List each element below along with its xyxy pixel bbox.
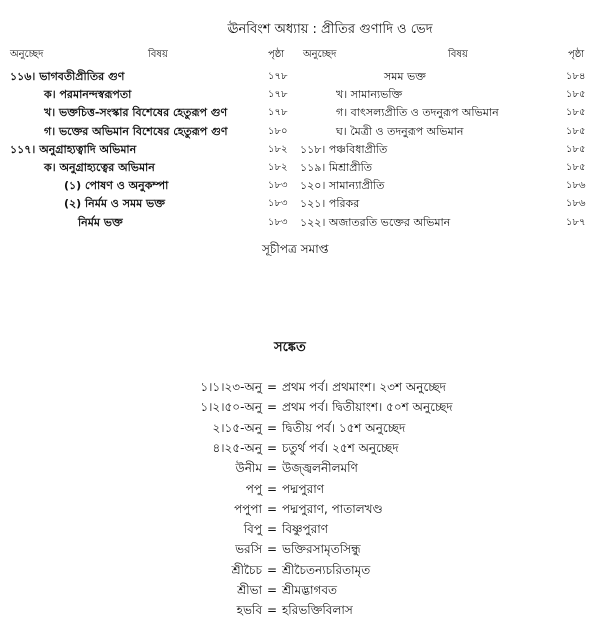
abbreviation-value: হরিভক্তিবিলাস <box>282 603 353 618</box>
abbreviation-value: পদ্মপুরাণ, পাতালখণ্ড <box>282 501 383 516</box>
toc-entry: ক। পরমানন্দস্বরূপতা <box>44 88 132 102</box>
abbreviation-key: ভরসি <box>235 542 262 557</box>
toc-page-number: ১৮৫ <box>566 107 586 119</box>
abbreviation-key: পপুপা <box>234 501 262 516</box>
equals-sign: = <box>267 501 278 516</box>
equals-sign: = <box>267 380 278 394</box>
toc-page-number: ১৮৫ <box>566 125 586 137</box>
toc-entry: খ। ভক্তচিত্ত-সংস্কার বিশেষের হেতুরূপ গুণ <box>44 106 228 120</box>
abbreviation-row <box>0 418 600 438</box>
toc-entry: ঘ। মৈত্রী ও তদনুরূপ অভিমান <box>336 124 464 138</box>
toc-page-number: ১৮৩ <box>268 216 288 228</box>
equals-sign: = <box>267 440 278 455</box>
abbreviation-key: ১।১।২৩-অনু <box>200 380 262 394</box>
toc-page-number: ১৮৫ <box>566 143 586 155</box>
abbreviation-key: ৪।২৫-অনু <box>212 440 262 455</box>
abbreviation-value: শ্রীমদ্ভাগবত <box>282 583 338 597</box>
chapter-title: ঊনবিংশ অধ্যায় : প্রীতির গুণাদি ও ভেদ <box>227 22 433 37</box>
equals-sign: = <box>267 522 278 537</box>
toc-entry: (২) নির্মম ও সমম ভক্ত <box>64 197 165 211</box>
abbreviation-value: উজ্জ্বলনীলমণি <box>282 461 358 476</box>
abbreviation-key: বিপু <box>243 522 262 537</box>
toc-page-number: ১৮৭ <box>566 216 586 228</box>
toc-page-number: ১৭৮ <box>268 71 288 82</box>
toc-page-number: ১৮৩ <box>268 198 288 210</box>
toc-page-number: ১৭৮ <box>268 107 288 119</box>
toc-page-number: ১৮৬ <box>566 198 586 210</box>
abbreviation-key: ১।২।৫০-অনু <box>200 400 262 415</box>
toc-entry: গ। বাৎসল্যপ্রীতি ও তদনুরূপ অভিমান <box>336 106 499 120</box>
equals-sign: = <box>267 603 278 618</box>
equals-sign: = <box>267 562 278 577</box>
equals-sign: = <box>267 583 278 597</box>
toc-entry: ক। অনুগ্রাহ্যত্বের অভিমান <box>44 161 155 174</box>
abbreviation-row <box>0 560 600 580</box>
toc-page-number: ১৮৩ <box>268 180 288 192</box>
left-header-page: পৃষ্ঠা <box>268 49 285 60</box>
toc-entry: ১১৬। ভাগবতীপ্রীতির গুণ <box>10 70 125 83</box>
toc-page-number: ১৮৫ <box>566 89 586 101</box>
abbreviation-row <box>0 539 600 559</box>
abbreviation-value: শ্রীচৈতন্যচরিতামৃত <box>282 562 371 577</box>
toc-page-number: ১৮৫ <box>566 162 586 173</box>
symbols-title: সঙ্কেত <box>274 340 306 355</box>
abbreviation-row <box>0 600 600 620</box>
abbreviation-key: শ্রীভা <box>237 583 262 597</box>
left-header-para: অনুচ্ছেদ <box>10 49 44 60</box>
toc-entry: ১২১। পরিকর <box>300 197 360 211</box>
abbreviation-value: প্রথম পর্ব। দ্বিতীয়াংশ। ৫০শ অনুচ্ছেদ <box>282 400 453 415</box>
abbreviation-key: হভবি <box>236 603 262 618</box>
end-note: সূচীপত্র সমাপ্ত <box>262 242 329 256</box>
toc-entry: ১১৯। মিশ্রাপ্রীতি <box>300 161 373 174</box>
toc-entry: সমম ভক্ত <box>384 70 426 83</box>
abbreviation-row <box>0 458 600 478</box>
toc-entry: ১২২। অজাতরতি ভক্তের অভিমান <box>300 215 451 229</box>
abbreviation-row <box>0 377 600 397</box>
abbreviation-row <box>0 580 600 600</box>
right-header-para: অনুচ্ছেদ <box>303 49 337 60</box>
abbreviation-value: ভক্তিরসামৃতসিন্ধু <box>282 542 361 557</box>
toc-entry: গ। ভক্তের অভিমান বিশেষের হেতুরূপ গুণ <box>44 124 228 138</box>
abbreviation-row <box>0 519 600 539</box>
toc-page-number: ১৮২ <box>268 162 288 173</box>
right-header-subject: বিষয় <box>448 49 468 60</box>
abbreviation-row <box>0 499 600 519</box>
toc-page-number: ১৮৪ <box>566 71 586 82</box>
equals-sign: = <box>267 400 278 415</box>
abbreviation-key: ২।১৫-অনু <box>212 420 262 435</box>
toc-page-number: ১৮৬ <box>566 180 586 192</box>
abbreviation-key: পপু <box>245 481 262 496</box>
toc-page-number: ১৭৮ <box>268 89 288 101</box>
toc-entry: খ। সামান্যভক্তি <box>336 88 403 102</box>
toc-entry: ১১৮। পঞ্চবিধাপ্রীতি <box>300 142 388 156</box>
equals-sign: = <box>267 420 278 435</box>
abbreviation-value: চতুর্থ পর্ব। ২৫শ অনুচ্ছেদ <box>282 440 399 455</box>
abbreviation-value: বিষ্ণুপুরাণ <box>282 522 329 537</box>
abbreviation-key: শ্রীচৈচ <box>231 562 262 577</box>
abbreviation-value: দ্বিতীয় পর্ব। ১৫শ অনুচ্ছেদ <box>282 420 406 435</box>
abbreviation-value: পদ্মপুরাণ <box>282 481 324 496</box>
toc-entry: ১১৭। অনুগ্রাহ্যত্বাদি অভিমান <box>10 142 137 156</box>
abbreviation-value: প্রথম পর্ব। প্রথমাংশ। ২৩শ অনুচ্ছেদ <box>282 380 446 394</box>
toc-entry: ১২০। সামান্যাপ্রীতি <box>300 179 385 193</box>
abbreviation-row <box>0 479 600 499</box>
toc-entry: (১) পোষণ ও অনুকম্পা <box>64 179 169 193</box>
equals-sign: = <box>267 461 278 476</box>
equals-sign: = <box>267 481 278 496</box>
toc-entry: নির্মম ভক্ত <box>78 215 123 229</box>
toc-page-number: ১৮২ <box>268 143 288 155</box>
left-header-subject: বিষয় <box>148 49 168 60</box>
abbreviation-row <box>0 397 600 417</box>
toc-page-number: ১৮০ <box>268 125 288 137</box>
abbreviation-row <box>0 438 600 458</box>
abbreviation-key: উনীম <box>235 461 262 476</box>
equals-sign: = <box>267 542 278 557</box>
right-header-page: পৃষ্ঠা <box>568 49 585 60</box>
